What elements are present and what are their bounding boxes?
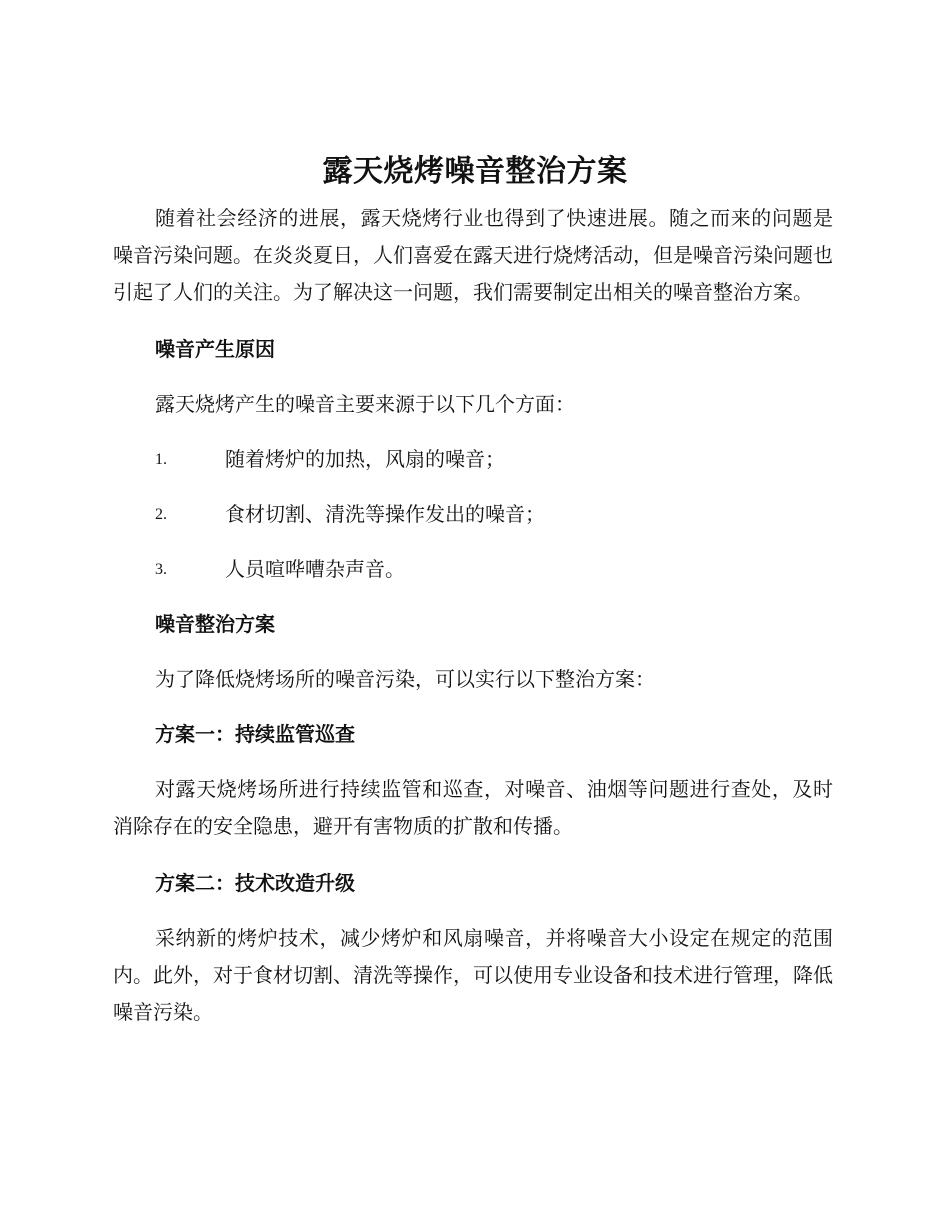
- plan1-heading: 方案一：持续监管巡查: [155, 722, 355, 746]
- plan2-paragraph: 采纳新的烤炉技术，减少烤炉和风扇噪音，并将噪音大小设定在规定的范围内。此外，对于食材切割、清洗等操作，可以使用专业设备和技术进行管理，降低噪音污染。: [113, 926, 833, 1024]
- list-item-number: 1.: [155, 451, 167, 468]
- causes-lead: 露天烧烤产生的噪音主要来源于以下几个方面：: [155, 392, 575, 416]
- list-item-number: 2.: [155, 506, 167, 523]
- section-heading-causes: 噪音产生原因: [155, 337, 275, 361]
- document-title: 露天烧烤噪音整治方案: [322, 154, 628, 189]
- list-item-text: 食材切割、清洗等操作发出的噪音；: [225, 502, 545, 526]
- list-item-text: 随着烤炉的加热，风扇的噪音；: [225, 447, 505, 471]
- solutions-lead: 为了降低烧烤场所的噪音污染，可以实行以下整治方案：: [155, 667, 655, 691]
- plan1-paragraph: 对露天烧烤场所进行持续监管和巡查，对噪音、油烟等问题进行查处，及时消除存在的安全隐患，避开有害物质的扩散和传播。: [113, 777, 833, 838]
- list-item-text: 人员喧哗嘈杂声音。: [225, 557, 405, 581]
- list-item: [113, 496, 833, 533]
- list-item-number: 3.: [155, 561, 167, 578]
- list-item: [113, 551, 833, 588]
- list-item: [113, 441, 833, 478]
- document-body: [113, 200, 833, 1031]
- section-heading-solutions: 噪音整治方案: [155, 612, 275, 636]
- intro-paragraph: 随着社会经济的进展，露天烧烤行业也得到了快速进展。随之而来的问题是噪音污染问题。在炎炎夏日，人们喜爱在露天进行烧烤活动，但是噪音污染问题也引起了人们的关注。为了解决这一问题，我们需要制定出相关的噪音整治方案。: [113, 206, 833, 304]
- causes-list: [113, 441, 833, 588]
- plan2-heading: 方案二：技术改造升级: [155, 871, 355, 895]
